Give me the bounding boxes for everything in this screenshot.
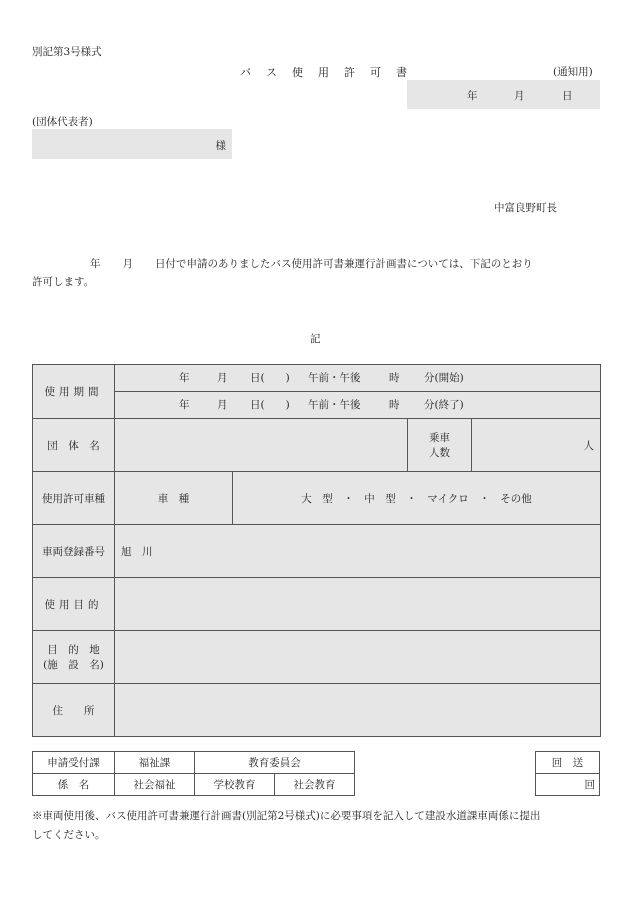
document-title: バ ス 使 用 許 可 書	[240, 66, 409, 79]
riders-count-field[interactable]	[472, 419, 601, 472]
body-month-label: 月	[122, 258, 133, 270]
education-board: 教育委員会	[195, 752, 355, 774]
org-rep-label: (団体代表者)	[32, 116, 93, 128]
period-field[interactable]	[115, 365, 601, 419]
registration-label: 車両登録番号	[33, 525, 115, 578]
period-start-day: 日( )	[250, 372, 290, 384]
social-welfare: 社会福祉	[115, 774, 195, 796]
period-end-day: 日( )	[250, 399, 290, 411]
return-label: 回 送	[536, 752, 600, 774]
vehicle-options: 大 型 ・ 中 型 ・ マイクロ ・ その他	[301, 492, 532, 505]
office-table	[32, 751, 355, 796]
period-start-minute: 分(開始)	[424, 372, 464, 384]
period-end-year: 年	[179, 399, 190, 411]
permit-table	[32, 364, 601, 737]
vehicle-options-field[interactable]	[233, 472, 601, 525]
period-start-ampm: 午前・午後	[308, 372, 361, 384]
form-number: 別記第3号様式	[32, 46, 102, 58]
period-start-month: 月	[217, 372, 228, 384]
group-name-label: 団 体 名	[33, 419, 115, 472]
period-end-minute: 分(終了)	[424, 399, 464, 411]
welfare-dept: 福祉課	[115, 752, 195, 774]
period-label: 使用期間	[33, 365, 115, 419]
notice-type: (通知用)	[553, 66, 593, 78]
issuer: 中富良野町長	[494, 202, 557, 214]
address-label: 住 所	[33, 684, 115, 737]
destination-label	[33, 631, 115, 684]
return-table	[535, 751, 600, 796]
staff-label: 係 名	[33, 774, 115, 796]
return-count-field[interactable]	[536, 774, 600, 796]
period-end-month: 月	[217, 399, 228, 411]
purpose-field[interactable]	[115, 578, 601, 631]
date-field[interactable]	[407, 80, 600, 109]
note-line2: してください。	[32, 829, 106, 841]
address-field[interactable]	[115, 684, 601, 737]
purpose-label: 使用目的	[33, 578, 115, 631]
period-end-hour: 時	[389, 399, 400, 411]
registration-field[interactable]	[115, 525, 601, 578]
reception-label: 申請受付課	[33, 752, 115, 774]
recipient-name-field[interactable]	[32, 129, 232, 159]
body-year-label: 年	[90, 258, 101, 270]
school-education: 学校教育	[195, 774, 275, 796]
period-end-line	[115, 392, 600, 418]
riders-unit: 人	[583, 439, 594, 452]
return-unit: 回	[584, 779, 595, 791]
destination-label-line1: 目 的 地	[47, 644, 100, 656]
body-text-line2: 許可します。	[32, 276, 95, 288]
note-line1: ※車両使用後、バス使用許可書兼運行計画書(別記第2号様式)に必要事項を記入して建設水道課車両係に提出	[32, 810, 541, 822]
vehicle-kind-label: 車 種	[115, 472, 233, 525]
body-text-rest: 日付で申請のありましたバス使用許可書兼運行計画書については、下記のとおり	[155, 258, 533, 270]
period-end-ampm: 午前・午後	[308, 399, 361, 411]
social-education: 社会教育	[275, 774, 355, 796]
registration-prefix: 旭 川	[121, 545, 153, 558]
date-day-label: 日	[562, 90, 573, 102]
riders-label-line2: 人数	[429, 447, 450, 459]
date-year-label: 年	[467, 90, 478, 102]
date-month-label: 月	[514, 90, 525, 102]
destination-field[interactable]	[115, 631, 601, 684]
honorific: 様	[215, 140, 226, 152]
group-name-field[interactable]	[115, 419, 408, 472]
destination-label-line2: (施 設 名)	[43, 659, 104, 671]
ki-heading: 記	[310, 333, 321, 345]
period-start-year: 年	[179, 372, 190, 384]
period-start-line	[115, 365, 600, 392]
body-text-line1	[90, 256, 533, 271]
riders-label	[408, 419, 472, 472]
period-start-hour: 時	[389, 372, 400, 384]
riders-label-line1: 乗車	[429, 432, 450, 444]
vehicle-type-label: 使用許可車種	[33, 472, 115, 525]
